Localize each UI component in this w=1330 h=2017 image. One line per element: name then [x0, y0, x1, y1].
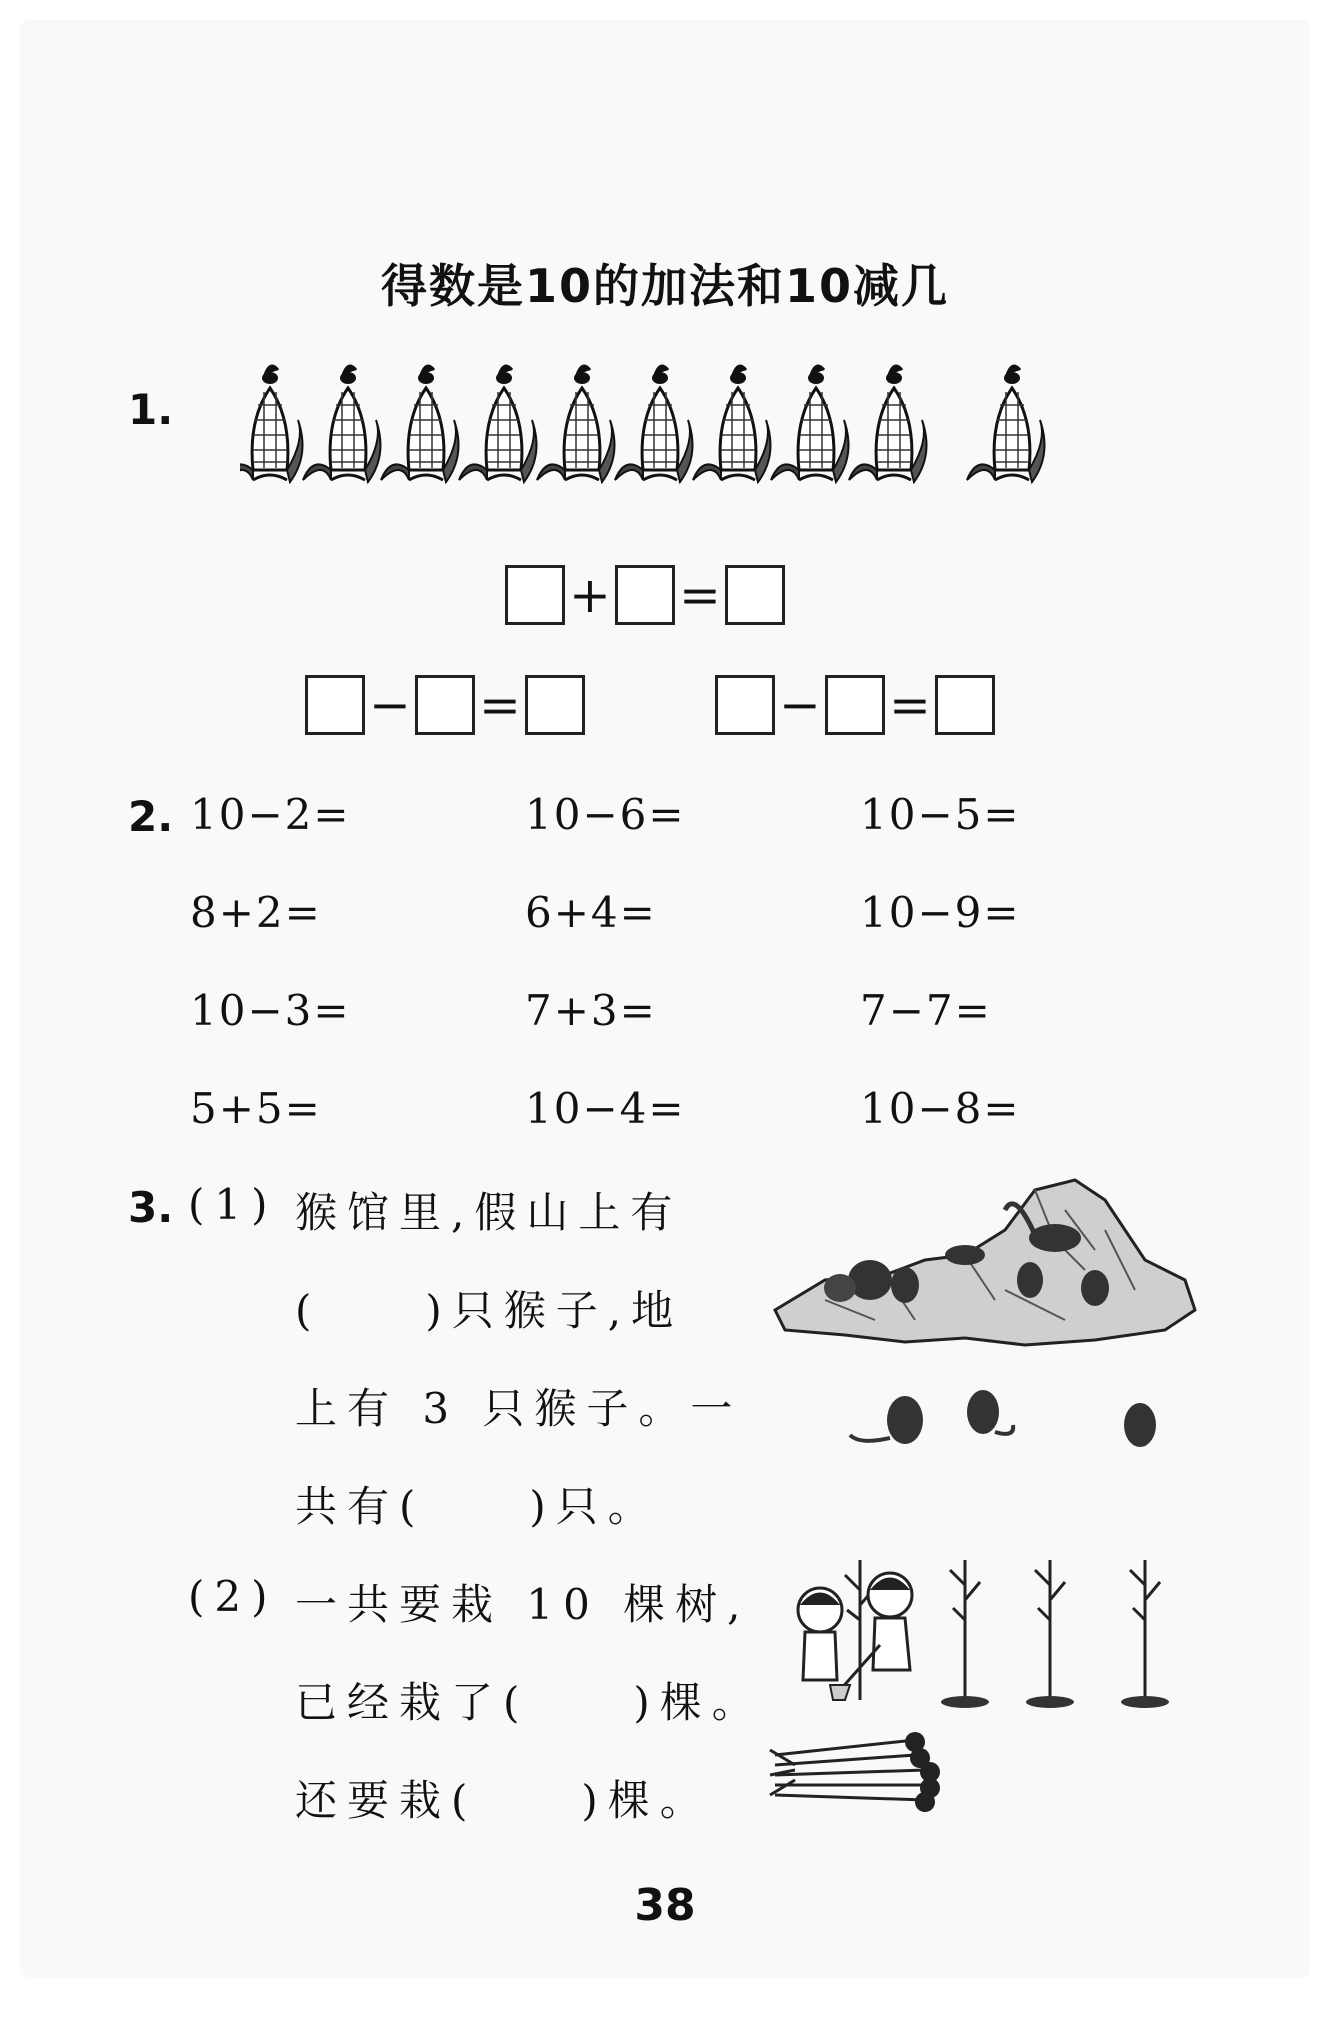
corn-icon — [615, 366, 693, 482]
calc-item: 7−7= — [860, 986, 992, 1035]
problem-text-line: 猴馆里,假山上有 — [295, 1188, 683, 1237]
part-1-label: (1) — [188, 1180, 278, 1229]
calc-item: 8+2= — [190, 888, 322, 937]
answer-box[interactable] — [935, 675, 995, 735]
corn-icon — [240, 366, 303, 482]
calc-item: 6+4= — [525, 888, 657, 937]
part-2-label: (2) — [188, 1572, 278, 1621]
problem-text-line: 还要栽( )棵。 — [295, 1776, 712, 1825]
answer-box[interactable] — [415, 675, 475, 735]
equals-sign: = — [479, 676, 521, 734]
corn-icon — [849, 366, 927, 482]
calc-item: 10−4= — [525, 1084, 686, 1133]
minus-sign: − — [369, 676, 411, 734]
problem-text-line: 一共要栽 10 棵树, — [295, 1580, 751, 1629]
corn-icon — [459, 366, 537, 482]
calc-item: 10−6= — [525, 790, 686, 839]
calc-item: 7+3= — [525, 986, 657, 1035]
addition-equation — [505, 565, 785, 625]
plus-sign: + — [569, 566, 611, 624]
page-title: 得数是10的加法和10减几 — [380, 259, 950, 313]
tree-planting-illustration — [765, 1550, 1205, 1830]
minus-sign: − — [779, 676, 821, 734]
problem-text-line: 已经栽了( )棵。 — [295, 1678, 764, 1727]
calc-item: 5+5= — [190, 1084, 322, 1133]
equals-sign: = — [889, 676, 931, 734]
corn-icon — [381, 366, 459, 482]
answer-box[interactable] — [725, 565, 785, 625]
answer-box[interactable] — [715, 675, 775, 735]
answer-box[interactable] — [305, 675, 365, 735]
subtraction-equation-1 — [305, 675, 585, 735]
corn-icon — [537, 366, 615, 482]
calc-item: 10−8= — [860, 1084, 1021, 1133]
problem-text-line: ( )只猴子,地 — [295, 1286, 684, 1335]
page-number: 38 — [634, 1880, 696, 1931]
question-3-number: 3. — [128, 1183, 174, 1232]
problem-text-line: 上有 3 只猴子。一 — [295, 1384, 743, 1433]
calc-item: 10−3= — [190, 986, 351, 1035]
monkeys-rockery-illustration — [765, 1170, 1205, 1470]
calc-item: 10−9= — [860, 888, 1021, 937]
calc-item: 10−5= — [860, 790, 1021, 839]
answer-box[interactable] — [825, 675, 885, 735]
worksheet-page — [20, 20, 1310, 1977]
subtraction-equation-2 — [715, 675, 995, 735]
corn-icon — [771, 366, 849, 482]
problem-text-line: 共有( )只。 — [295, 1482, 660, 1531]
answer-box[interactable] — [615, 565, 675, 625]
corn-icon — [303, 366, 381, 482]
corn-icon — [693, 366, 771, 482]
equals-sign: = — [679, 566, 721, 624]
answer-box[interactable] — [505, 565, 565, 625]
corn-icon — [967, 366, 1045, 482]
question-2-number: 2. — [128, 792, 174, 841]
answer-box[interactable] — [525, 675, 585, 735]
calc-item: 10−2= — [190, 790, 351, 839]
corn-illustration — [240, 360, 1100, 510]
question-1-number: 1. — [128, 385, 174, 434]
